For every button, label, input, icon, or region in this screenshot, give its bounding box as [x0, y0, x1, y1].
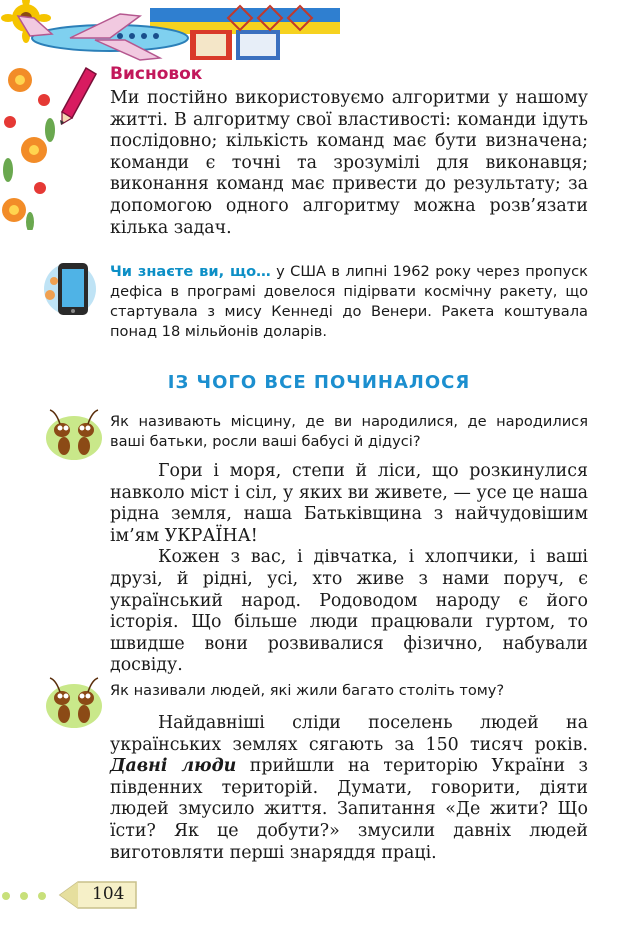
decorative-dots-icon [0, 888, 60, 904]
paragraph-1: Гори і моря, степи й ліси, що розкинулися навколо міст і сіл, у яких ви живете, — усе це наша рідна земля, наша Батьківщина з найчудовішим ім’ям УКРАЇНА! [110, 461, 588, 546]
conclusion-text: Ми постійно використовуємо алгоритми у нашому житті. В алгоритму свої властивості: команди ідуть послідовно; кількість команд має бути визначена; команди є точні та зрозумілі для виконавця; виконання команд має привести до результату; за допомогою одного алгоритму можна розв’язати кілька задач. [110, 88, 588, 238]
ants-icon [42, 404, 106, 464]
conclusion-paragraph [110, 88, 588, 239]
paragraph-3-start: Найдавніші сліди поселень людей на українських землях сягають за 150 тисяч років. [110, 713, 588, 755]
did-you-know-title: Чи знаєте ви, що… [110, 263, 271, 280]
paragraph-3-term: Давні люди [110, 756, 237, 777]
conclusion-title: Висновок [110, 64, 203, 84]
did-you-know-text: у США в липні 1962 року через пропуск дефіса в програмі довелося підірвати космічну ракету, що стартувала з мису Кеннеді до Венери. Ракета коштувала понад 18 мільйонів доларів. [110, 263, 589, 340]
page-number: 104 [92, 884, 125, 904]
pencil-icon [58, 66, 98, 126]
paragraph-3-end: прийшли на територію України з південних територій. Думати, говорити, діяти людей змусило життя. Запитання «Де жити? Що їсти? Як це добути?» змусили давніх людей виготовляти перші знаряддя праці. [110, 756, 588, 863]
ants-icon [42, 672, 106, 732]
paragraph-3 [110, 713, 588, 864]
did-you-know-block [110, 262, 588, 342]
smartphone-icon [40, 255, 100, 321]
body-paragraphs-2 [110, 713, 588, 864]
question-2: Як називали людей, які жили багато століть тому? [110, 682, 505, 699]
paragraph-2: Кожен з вас, і дівчатка, і хлопчики, і ваші друзі, й рідні, усі, хто живе з нами поруч, є український народ. Родоводом народу є його історія. Що більше люди працювали гуртом, то швидше вони розвивалися фізично, набували досвіду. [110, 547, 588, 676]
body-paragraphs-1 [110, 461, 588, 677]
section-heading: ІЗ ЧОГО ВСЕ ПОЧИНАЛОСЯ [167, 372, 471, 393]
question-1: Як називають місцину, де ви народилися, де народилися ваші батьки, росли ваші бабусі й дідусі? [110, 413, 588, 450]
flowers-decoration-icon [0, 60, 60, 230]
